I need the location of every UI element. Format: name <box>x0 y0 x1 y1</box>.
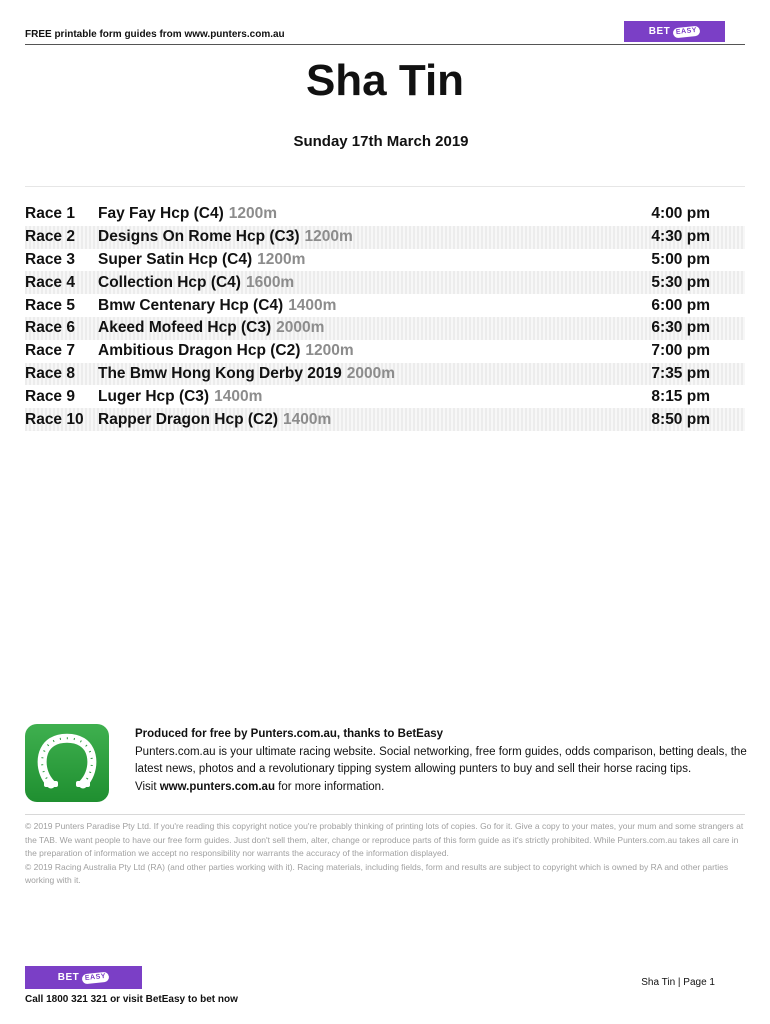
race-name: Luger Hcp (C3) <box>98 387 210 405</box>
visit-prefix: Visit <box>135 780 157 793</box>
race-row <box>25 408 745 431</box>
race-distance: 2000m <box>276 319 325 337</box>
race-row <box>25 317 745 340</box>
race-number: Race 3 <box>25 250 75 268</box>
race-name: Designs On Rome Hcp (C3) <box>98 228 300 246</box>
date-divider <box>25 186 745 187</box>
race-number: Race 2 <box>25 228 75 246</box>
race-time: 6:30 pm <box>651 319 710 337</box>
copyright-notice <box>25 820 750 888</box>
page-title: Sha Tin <box>305 56 465 105</box>
beteasy-logo-bet: BET <box>648 26 671 37</box>
header-divider <box>25 44 745 45</box>
copyright-punters: © 2019 Punters Paradise Pty Ltd. If you're reading this copyright notice you're probably thinking of printing lots of copies. Go for it. Give a copy to your mates, your mum and some strangers at the TAB. We want people to have our free form guides. Just don't sell them, alter, change or reproduce parts of this form guide as it's strictly prohibited. While Punters.com.au takes all care in the preparation of information we accept no responsibility nor warrants the accuracy of the information displayed. <box>25 821 744 858</box>
race-row <box>25 226 745 249</box>
race-row <box>25 340 745 363</box>
produced-heading: Produced for free by Punters.com.au, thanks to BetEasy <box>135 728 444 740</box>
punters-horseshoe-icon <box>25 724 109 802</box>
race-row <box>25 385 745 408</box>
copyright-racing-australia: © 2019 Racing Australia Pty Ltd (RA) (and other parties working with it). Racing materials, including fields, form and results are subject to copyright which is owned by RA and other parties working with it. <box>25 861 729 885</box>
race-number: Race 8 <box>25 364 75 382</box>
race-name: Ambitious Dragon Hcp (C2) <box>98 342 301 360</box>
race-time: 4:00 pm <box>651 205 710 223</box>
race-row <box>25 271 745 294</box>
page-number: Sha Tin | Page 1 <box>641 977 715 988</box>
race-distance: 1200m <box>228 205 278 223</box>
race-row <box>25 249 745 272</box>
race-distance: 1600m <box>245 273 295 291</box>
race-distance: 1200m <box>257 250 306 268</box>
race-time: 5:30 pm <box>651 273 710 291</box>
race-distance: 1400m <box>288 296 337 314</box>
race-name: Super Satin Hcp (C4) <box>98 250 253 268</box>
race-date: Sunday 17th March 2019 <box>293 133 469 150</box>
race-name: Collection Hcp (C4) <box>98 273 241 291</box>
visit-suffix: for more information. <box>278 780 385 793</box>
call-to-bet-text: Call 1800 321 321 or visit BetEasy to bet now <box>25 994 238 1005</box>
race-list <box>25 203 745 431</box>
race-time: 7:35 pm <box>651 364 710 382</box>
race-time: 6:00 pm <box>651 296 710 314</box>
race-distance: 1200m <box>304 228 353 246</box>
race-row <box>25 203 745 226</box>
race-number: Race 1 <box>25 205 75 223</box>
race-distance: 1200m <box>305 342 354 360</box>
race-number: Race 7 <box>25 342 75 360</box>
race-number: Race 10 <box>25 410 84 428</box>
beteasy-logo-bet: BET <box>57 972 80 983</box>
race-distance: 1400m <box>283 410 332 428</box>
race-time: 8:15 pm <box>651 387 710 405</box>
race-time: 4:30 pm <box>651 228 710 246</box>
race-time: 5:00 pm <box>651 250 710 268</box>
produced-body: Punters.com.au is your ultimate racing website. Social networking, free form guides, odds comparison, betting deals, the latest news, photos and a revolutionary tipping system allowing punters to buy and sell their horse racing tips. <box>135 745 747 775</box>
race-row <box>25 294 745 317</box>
race-distance: 1400m <box>214 387 263 405</box>
race-number: Race 5 <box>25 296 75 314</box>
race-number: Race 9 <box>25 387 75 405</box>
race-name: The Bmw Hong Kong Derby 2019 <box>98 364 342 382</box>
beteasy-logo-bottom[interactable] <box>25 966 142 989</box>
punters-link[interactable]: www.punters.com.au <box>159 780 275 793</box>
race-number: Race 4 <box>25 273 75 291</box>
race-name: Akeed Mofeed Hcp (C3) <box>98 319 272 337</box>
race-distance: 2000m <box>346 364 395 382</box>
race-row <box>25 363 745 386</box>
race-name: Fay Fay Hcp (C4) <box>98 205 224 223</box>
race-name: Bmw Centenary Hcp (C4) <box>98 296 284 314</box>
produced-by-section <box>135 726 750 796</box>
header-text: FREE printable form guides from www.punters.com.au <box>25 29 285 40</box>
race-name: Rapper Dragon Hcp (C2) <box>98 410 278 428</box>
beteasy-logo-easy: EASY <box>673 25 701 38</box>
produced-divider <box>25 814 745 815</box>
produced-visit <box>135 779 750 797</box>
race-time: 7:00 pm <box>651 342 710 360</box>
race-number: Race 6 <box>25 319 75 337</box>
beteasy-logo-easy: EASY <box>82 971 110 984</box>
beteasy-logo-top[interactable] <box>624 21 725 42</box>
race-time: 8:50 pm <box>651 410 710 428</box>
